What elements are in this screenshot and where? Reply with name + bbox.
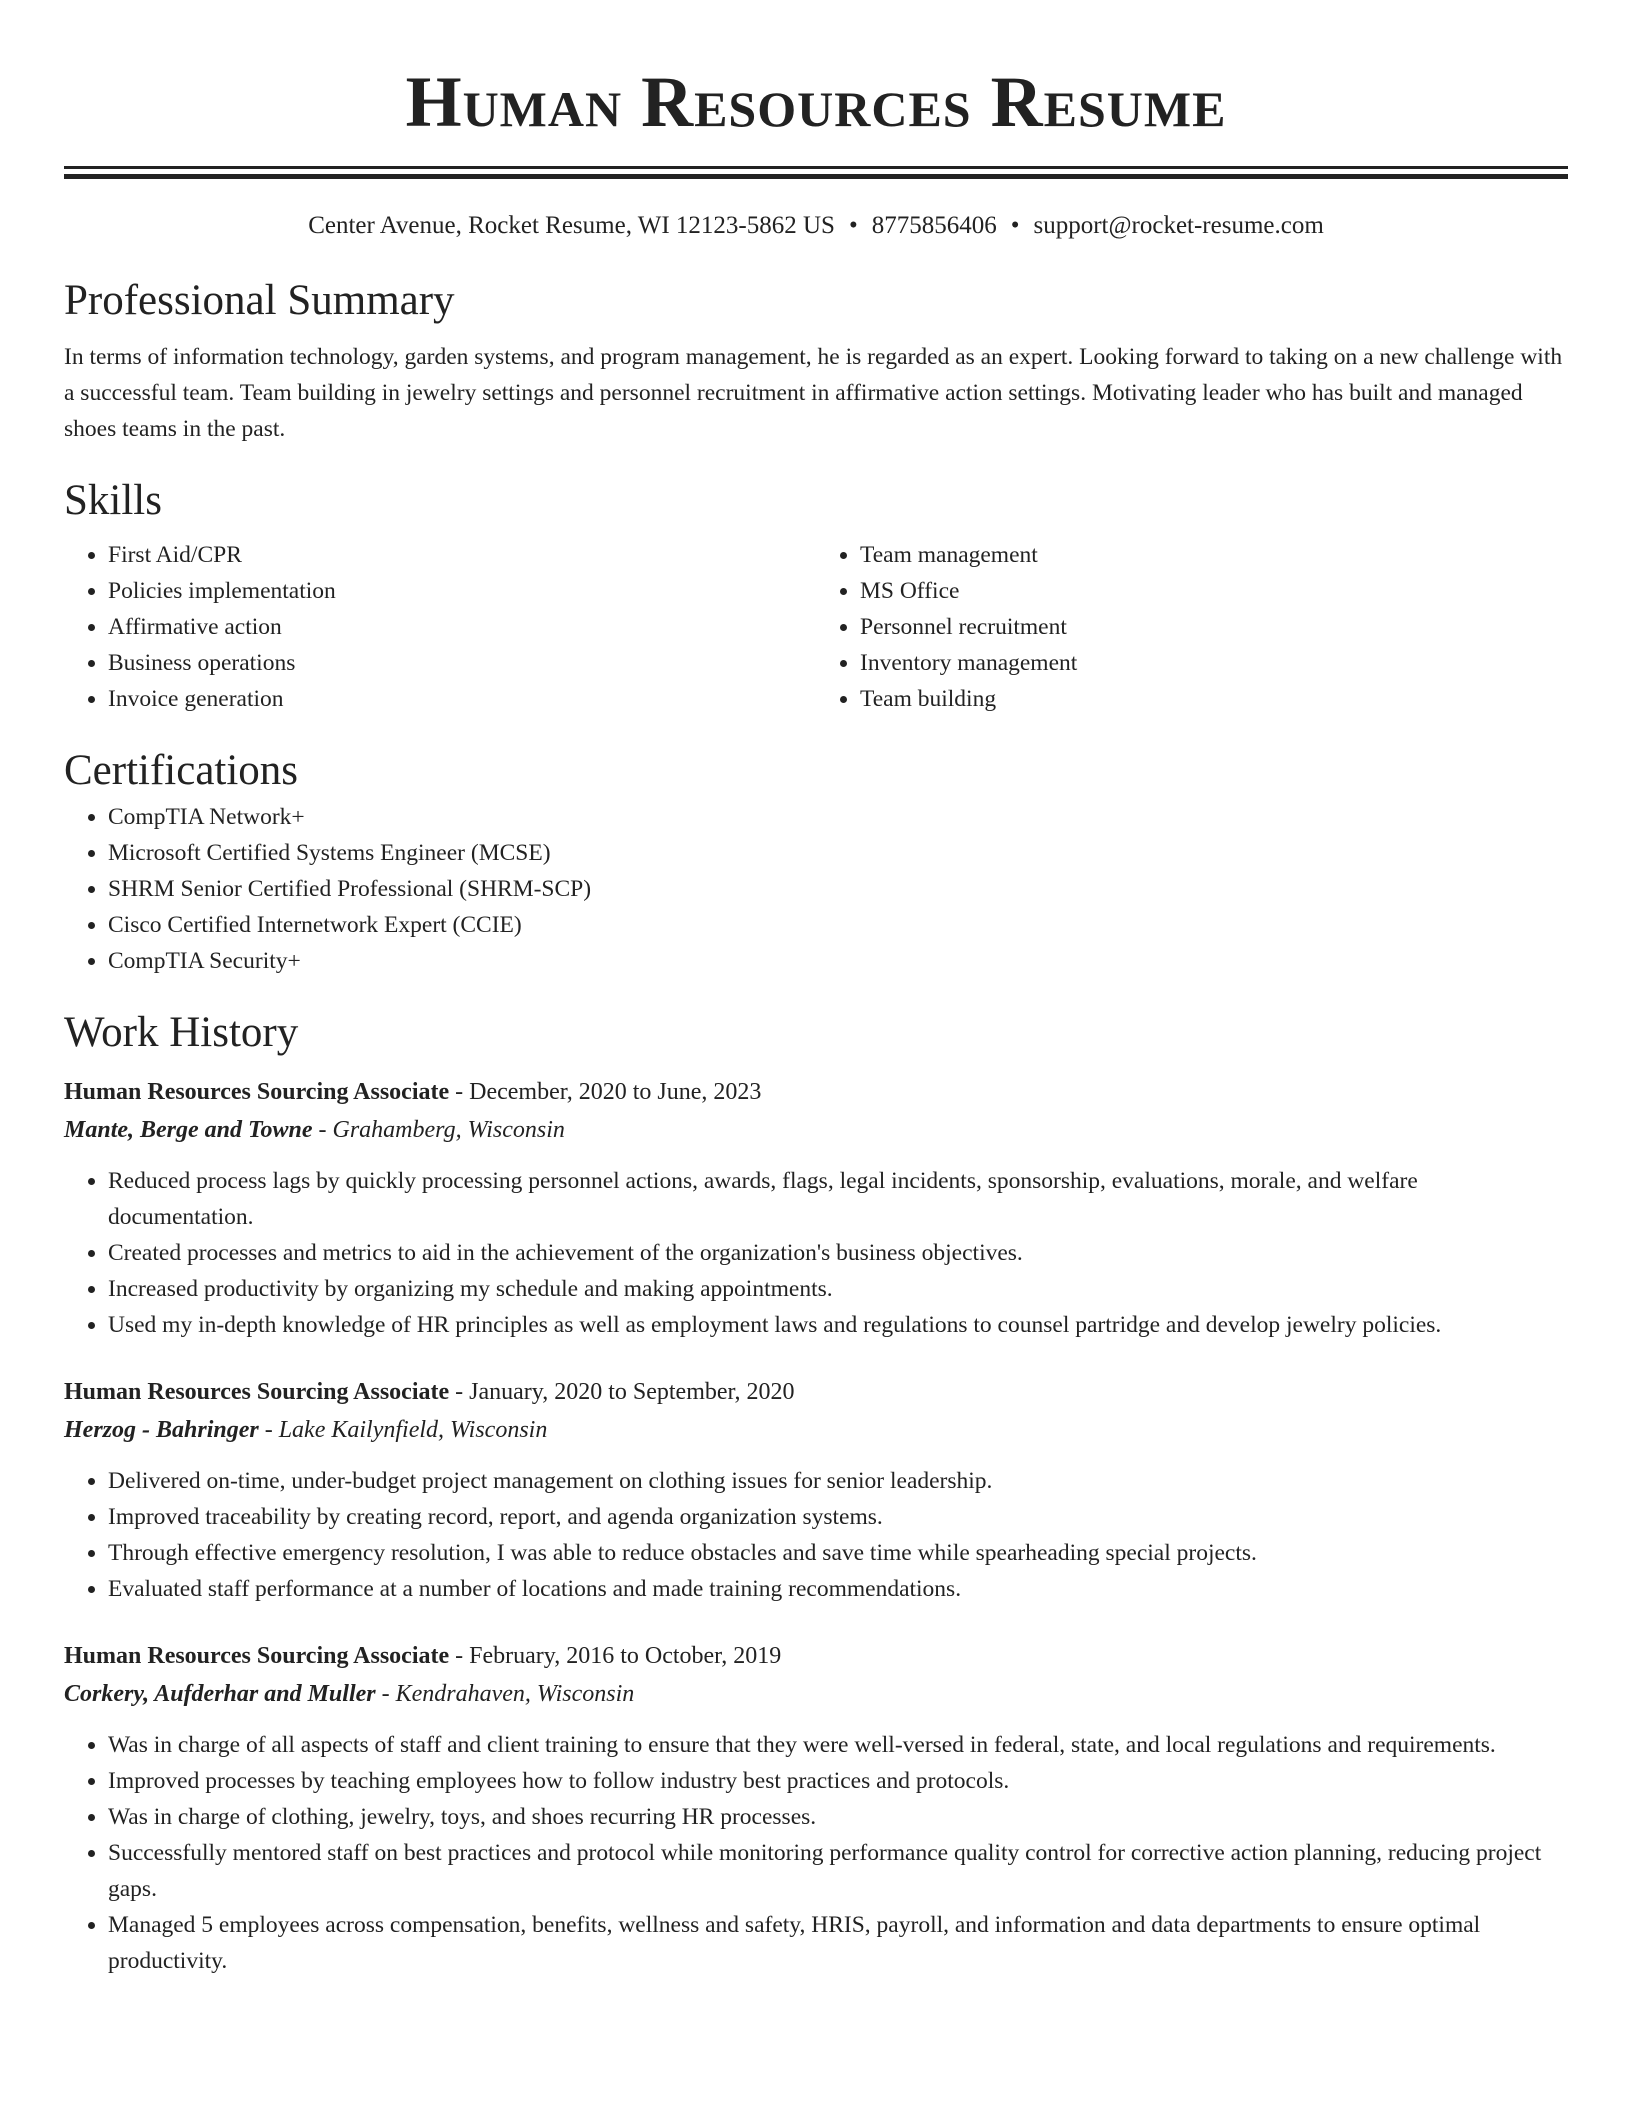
skill-item: • First Aid/CPR [108, 537, 816, 573]
job-entry [64, 1073, 1568, 1343]
job-dash: - [375, 1681, 396, 1707]
job-role: Human Resources Sourcing Associate [64, 1643, 450, 1669]
job-bullets [64, 1163, 1568, 1343]
job-bullet: • Created processes and metrics to aid in the achievement of the organization's business objectives. [108, 1235, 1568, 1271]
summary-heading: Professional Summary [64, 277, 455, 324]
summary-text: In terms of information technology, garden systems, and program management, he is regarded as an expert. Looking forward to taking on a new challenge with a successful team. Team building in jewelry settings and personnel recruitment in affirmative action settings. Motivating leader who has built and managed shoes teams in the past. [64, 344, 1563, 442]
contact-separator: • [1010, 212, 1020, 239]
contact-phone: 8775856406 [871, 212, 997, 239]
job-bullet: • Successfully mentored staff on best practices and protocol while monitoring performance quality control for corrective action planning, reducing project gaps. [108, 1835, 1568, 1907]
certifications-list [64, 799, 1568, 979]
job-title-line [64, 1073, 1568, 1111]
job-entry [64, 1637, 1568, 1979]
title-divider-thick [64, 174, 1568, 179]
job-bullet: • Evaluated staff performance at a number of locations and made training recommendations. [108, 1571, 1568, 1607]
job-dates: December, 2020 to June, 2023 [469, 1079, 762, 1105]
skill-item: • Team management [860, 537, 1568, 573]
job-company: Corkery, Aufderhar and Muller [64, 1681, 376, 1707]
job-dates: February, 2016 to October, 2019 [469, 1643, 782, 1669]
job-dash: - [258, 1417, 279, 1443]
skill-item: • Personnel recruitment [860, 609, 1568, 645]
job-bullets [64, 1463, 1568, 1607]
job-role: Human Resources Sourcing Associate [64, 1379, 450, 1405]
job-company: Herzog - Bahringer [64, 1417, 259, 1443]
job-dates: January, 2020 to September, 2020 [469, 1379, 795, 1405]
work-history-heading: Work History [64, 1009, 299, 1056]
certification-item: • Microsoft Certified Systems Engineer (MCSE) [108, 835, 1568, 871]
job-entry [64, 1373, 1568, 1607]
job-company-line [64, 1675, 1568, 1713]
contact-separator: • [848, 212, 858, 239]
skill-item: • Affirmative action [108, 609, 816, 645]
job-location: Grahamberg, Wisconsin [332, 1117, 565, 1143]
job-dash: - [449, 1079, 470, 1105]
skills-heading: Skills [64, 477, 162, 524]
job-bullets [64, 1727, 1568, 1979]
job-bullet: • Improved traceability by creating record, report, and agenda organization systems. [108, 1499, 1568, 1535]
job-company: Mante, Berge and Towne [64, 1117, 313, 1143]
job-location: Kendrahaven, Wisconsin [395, 1681, 635, 1707]
certification-item: • Cisco Certified Internetwork Expert (CCIE) [108, 907, 1568, 943]
job-bullet: • Used my in-depth knowledge of HR principles as well as employment laws and regulations to counsel partridge and develop jewelry policies. [108, 1307, 1568, 1343]
skills-list-left [64, 537, 816, 717]
job-company-line [64, 1411, 1568, 1449]
job-bullet: • Improved processes by teaching employees how to follow industry best practices and protocols. [108, 1763, 1568, 1799]
job-bullet: • Managed 5 employees across compensation, benefits, wellness and safety, HRIS, payroll, and information and data departments to ensure optimal productivity. [108, 1907, 1568, 1979]
skill-item: • Inventory management [860, 645, 1568, 681]
skill-item: • MS Office [860, 573, 1568, 609]
certifications-heading: Certifications [64, 747, 299, 794]
job-dash: - [312, 1117, 333, 1143]
skills-list-right [816, 537, 1568, 717]
skill-item: • Team building [860, 681, 1568, 717]
skill-item: • Policies implementation [108, 573, 816, 609]
job-title-line [64, 1637, 1568, 1675]
contact-address: Center Avenue, Rocket Resume, WI 12123-5862 US [308, 212, 835, 239]
job-bullet: • Through effective emergency resolution, I was able to reduce obstacles and save time while spearheading special projects. [108, 1535, 1568, 1571]
resume-page [64, 0, 1568, 1979]
job-dash: - [449, 1643, 470, 1669]
certification-item: • SHRM Senior Certified Professional (SHRM-SCP) [108, 871, 1568, 907]
job-dash: - [449, 1379, 470, 1405]
contact-line [64, 209, 1568, 243]
job-bullet: • Was in charge of all aspects of staff and client training to ensure that they were well-versed in federal, state, and local regulations and requirements. [108, 1727, 1568, 1763]
job-company-line [64, 1111, 1568, 1149]
resume-title: Human Resources Resume [405, 62, 1227, 142]
job-location: Lake Kailynfield, Wisconsin [278, 1417, 548, 1443]
skill-item: • Invoice generation [108, 681, 816, 717]
job-bullet: • Reduced process lags by quickly processing personnel actions, awards, flags, legal incidents, sponsorship, evaluations, morale, and welfare documentation. [108, 1163, 1568, 1235]
skills-columns [64, 537, 1568, 717]
job-bullet: • Increased productivity by organizing my schedule and making appointments. [108, 1271, 1568, 1307]
certification-item: • CompTIA Security+ [108, 943, 1568, 979]
job-bullet: • Was in charge of clothing, jewelry, toys, and shoes recurring HR processes. [108, 1799, 1568, 1835]
job-bullet: • Delivered on-time, under-budget project management on clothing issues for senior leadership. [108, 1463, 1568, 1499]
certification-item: • CompTIA Network+ [108, 799, 1568, 835]
job-title-line [64, 1373, 1568, 1411]
job-role: Human Resources Sourcing Associate [64, 1079, 450, 1105]
contact-email: support@rocket-resume.com [1033, 212, 1324, 239]
skill-item: • Business operations [108, 645, 816, 681]
title-divider [64, 166, 1568, 169]
